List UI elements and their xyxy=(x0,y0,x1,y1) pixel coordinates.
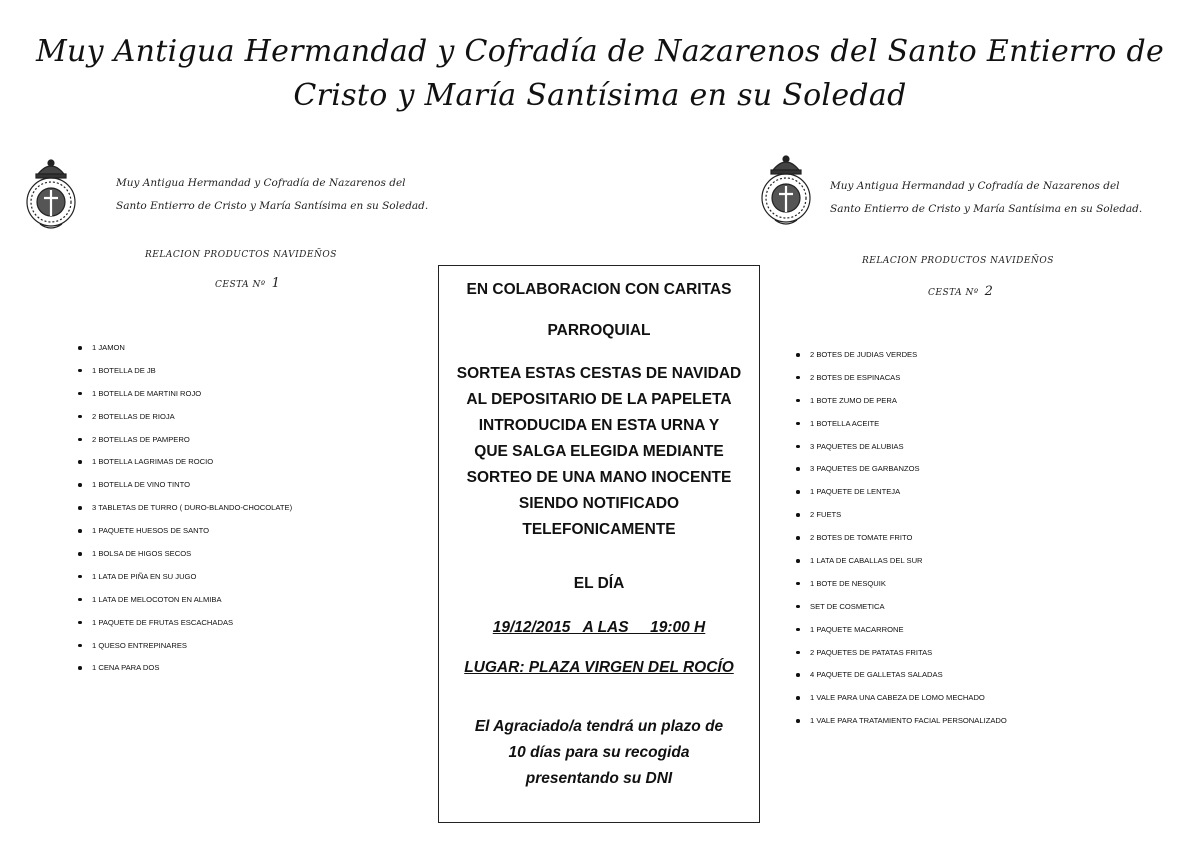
cesta-label: CESTA Nº xyxy=(215,280,266,290)
list-item: 3 PAQUETES DE ALUBIAS xyxy=(796,441,1007,464)
list-item: 1 VALE PARA TRATAMIENTO FACIAL PERSONALIZADO xyxy=(796,715,1007,738)
cesta-title-right xyxy=(928,284,993,299)
notice-line-2: PARROQUIAL xyxy=(547,322,651,339)
cesta-label: CESTA Nº xyxy=(928,288,979,298)
notice-body-line: QUE SALGA ELEGIDA MEDIANTE xyxy=(474,443,724,460)
notice-body-line: AL DEPOSITARIO DE LA PAPELETA xyxy=(466,391,732,408)
notice-body-line: SIENDO NOTIFICADO xyxy=(518,495,680,512)
list-item: 1 PAQUETE MACARRONE xyxy=(796,624,1007,647)
notice-body-line: SORTEO DE UNA MANO INOCENTE xyxy=(466,469,732,486)
list-item: 1 BOTELLA DE MARTINI ROJO xyxy=(78,388,292,411)
el-dia-label: EL DÍA xyxy=(573,575,625,592)
list-item: 1 PAQUETE DE FRUTAS ESCACHADAS xyxy=(78,617,292,640)
list-item: 3 TABLETAS DE TURRO ( DURO-BLANDO-CHOCOLATE) xyxy=(78,502,292,525)
list-item: 1 BOTELLA ACEITE xyxy=(796,418,1007,441)
notice-footer xyxy=(439,714,759,792)
list-item: 1 BOTELLA DE JB xyxy=(78,365,292,388)
list-item: 1 JAMON xyxy=(78,342,292,365)
crest-logo-left xyxy=(20,154,82,234)
cesta-title-left xyxy=(215,276,280,291)
list-item: 1 PAQUETE HUESOS DE SANTO xyxy=(78,525,292,548)
product-list-right xyxy=(796,349,1007,738)
notice-body-line: INTRODUCIDA EN ESTA URNA Y xyxy=(478,417,720,434)
notice-body-line: TELEFONICAMENTE xyxy=(522,521,676,538)
list-item: 1 QUESO ENTREPINARES xyxy=(78,640,292,663)
list-item: 1 BOTELLA DE VINO TINTO xyxy=(78,479,292,502)
list-item: 1 BOTELLA LAGRIMAS DE ROCIO xyxy=(78,456,292,479)
list-item: 2 BOTELLAS DE PAMPERO xyxy=(78,434,292,457)
list-item: 2 FUETS xyxy=(796,509,1007,532)
org-name-line-1: Muy Antigua Hermandad y Cofradía de Nazarenos del xyxy=(830,180,1120,192)
relacion-title-right: RELACION PRODUCTOS NAVIDEÑOS xyxy=(862,256,1054,266)
list-item: 2 PAQUETES DE PATATAS FRITAS xyxy=(796,647,1007,670)
list-item: 1 LATA DE MELOCOTON EN ALMIBA xyxy=(78,594,292,617)
list-item: 1 CENA PARA DOS xyxy=(78,662,292,685)
list-item: 2 BOTES DE JUDIAS VERDES xyxy=(796,349,1007,372)
list-item: 1 BOLSA DE HIGOS SECOS xyxy=(78,548,292,571)
title-line-1: Muy Antigua Hermandad y Cofradía de Nazarenos del Santo Entierro de xyxy=(35,34,1165,69)
raffle-notice-box xyxy=(438,265,760,823)
notice-footer-line: 10 días para su recogida xyxy=(508,744,690,761)
org-name-right xyxy=(830,175,1142,221)
list-item: 1 BOTE ZUMO DE PERA xyxy=(796,395,1007,418)
list-item: 2 BOTES DE TOMATE FRITO xyxy=(796,532,1007,555)
notice-footer-line: El Agraciado/a tendrá un plazo de xyxy=(474,718,724,735)
notice-body-line: SORTEA ESTAS CESTAS DE NAVIDAD xyxy=(456,365,742,382)
list-item: 3 PAQUETES DE GARBANZOS xyxy=(796,463,1007,486)
relacion-title-left: RELACION PRODUCTOS NAVIDEÑOS xyxy=(145,250,337,260)
title-line-2: Cristo y María Santísima en su Soledad xyxy=(293,78,907,113)
crest-logo-right xyxy=(755,150,817,230)
org-name-line-2: Santo Entierro de Cristo y María Santísima en su Soledad. xyxy=(830,203,1143,215)
list-item: 1 BOTE DE NESQUIK xyxy=(796,578,1007,601)
org-name-left xyxy=(116,172,428,218)
org-name-line-1: Muy Antigua Hermandad y Cofradía de Nazarenos del xyxy=(116,177,406,189)
list-item: SET DE COSMETICA xyxy=(796,601,1007,624)
cesta-number: 2 xyxy=(984,284,994,299)
list-item: 1 LATA DE CABALLAS DEL SUR xyxy=(796,555,1007,578)
list-item: 1 PAQUETE DE LENTEJA xyxy=(796,486,1007,509)
org-name-line-2: Santo Entierro de Cristo y María Santísima en su Soledad. xyxy=(116,200,429,212)
list-item: 1 LATA DE PIÑA EN SU JUGO xyxy=(78,571,292,594)
notice-body xyxy=(439,361,759,543)
list-item: 1 VALE PARA UNA CABEZA DE LOMO MECHADO xyxy=(796,692,1007,715)
list-item: 2 BOTES DE ESPINACAS xyxy=(796,372,1007,395)
product-list-left xyxy=(78,342,292,685)
notice-line-1: EN COLABORACION CON CARITAS xyxy=(466,281,732,298)
list-item: 4 PAQUETE DE GALLETAS SALADAS xyxy=(796,669,1007,692)
draw-location: LUGAR: PLAZA VIRGEN DEL ROCÍO xyxy=(464,659,734,676)
draw-date-time: 19/12/2015 A LAS 19:00 H xyxy=(492,619,706,636)
cesta-number: 1 xyxy=(271,276,281,291)
page-title xyxy=(0,30,1200,118)
list-item: 2 BOTELLAS DE RIOJA xyxy=(78,411,292,434)
notice-footer-line: presentando su DNI xyxy=(525,770,673,787)
